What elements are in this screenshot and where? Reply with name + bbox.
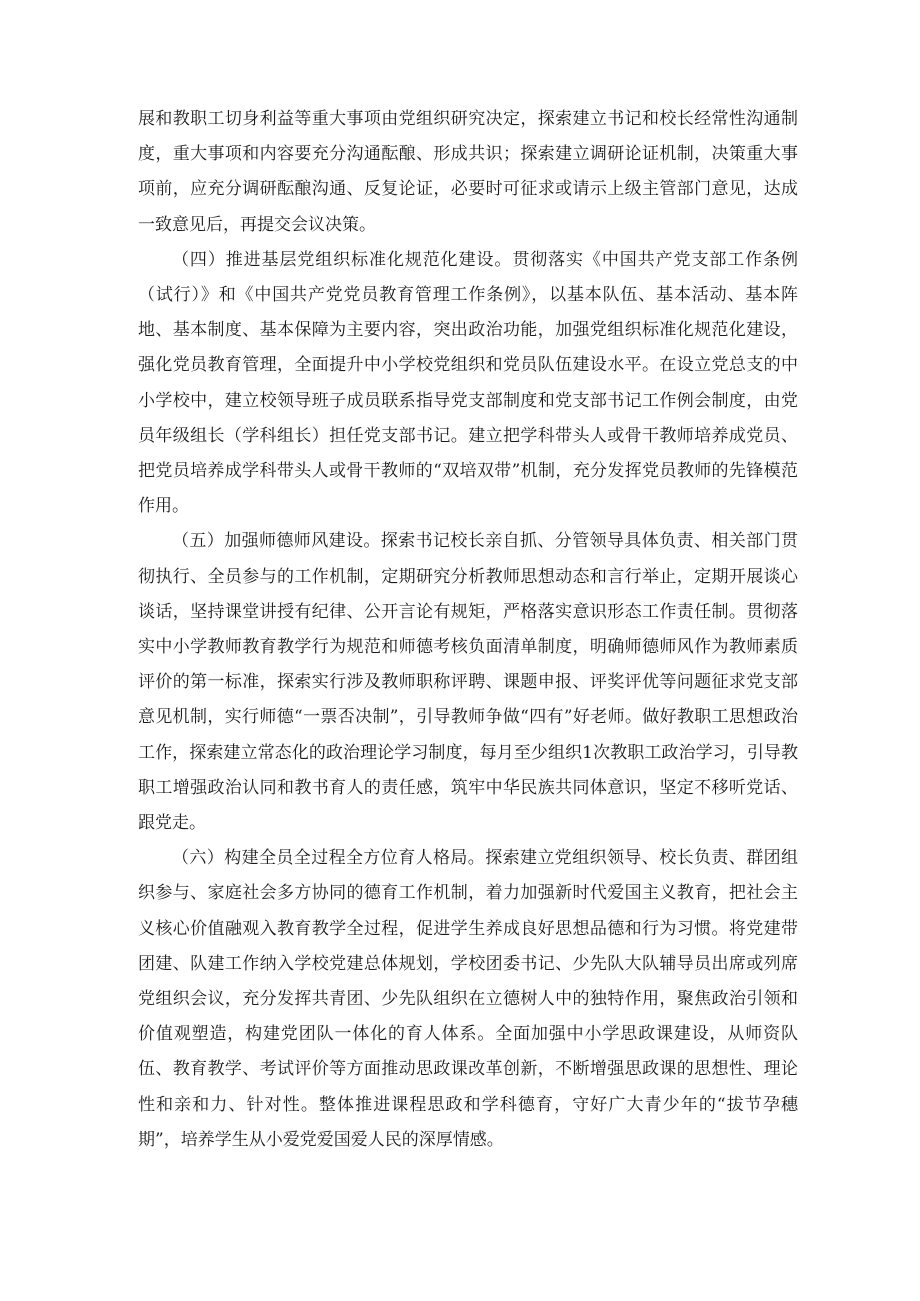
paragraph-section-6: （六）构建全员全过程全方位育人格局。探索建立党组织领导、校长负责、群团组织参与、家庭社会多方协同的德育工作机制，着力加强新时代爱国主义教育，把社会主义核心价值融观入教育教学全过程，促进学生养成良好思想品德和行为习惯。将党建带团建、队建工作纳入学校党建总体规划，学校团委书记、少先队大队辅导员出席或列席党组织会议，充分发挥共青团、少先队组织在立德树人中的独特作用，聚焦政治引领和价值观塑造，构建党团队一体化的育人体系。全面加强中小学思政课建设，从师资队伍、教育教学、考试评价等方面推动思政课改革创新，不断增强思政课的思想性、理论性和亲和力、针对性。整体推进课程思政和学科德育，守好广大青少年的“拔节孕穗期”，培养学生从小爱党爱国爱人民的深厚情感。 [138, 848, 798, 1150]
document-page [138, 102, 798, 1158]
paragraph-continuation: 展和教职工切身利益等重大事项由党组织研究决定，探索建立书记和校长经常性沟通制度，重大事项和内容要充分沟通酝酿、形成共识；探索建立调研论证机制，决策重大事项前，应充分调研酝酿沟通、反复论证，必要时可征求或请示上级主管部门意见，达成一致意见后，再提交会议决策。 [138, 109, 798, 235]
paragraph-section-4: （四）推进基层党组织标准化规范化建设。贯彻落实《中国共产党支部工作条例（试行）》和《中国共产党党员教育管理工作条例》，以基本队伍、基本活动、基本阵地、基本制度、基本保障为主要内容，突出政治功能，加强党组织标准化规范化建设，强化党员教育管理，全面提升中小学校党组织和党员队伍建设水平。在设立党总支的中小学校中，建立校领导班子成员联系指导党支部制度和党支部书记工作例会制度，由党员年级组长（学科组长）担任党支部书记。建立把学科带头人或骨干教师培养成党员、把党员培养成学科带头人或骨干教师的“双培双带”机制，充分发挥党员教师的先锋模范作用。 [138, 249, 798, 517]
paragraph-section-5: （五）加强师德师风建设。探索书记校长亲自抓、分管领导具体负责、相关部门贯彻执行、全员参与的工作机制，定期研究分析教师思想动态和言行举止，定期开展谈心谈话，坚持课堂讲授有纪律、公开言论有规矩，严格落实意识形态工作责任制。贯彻落实中小学教师教育教学行为规范和师德考核负面清单制度，明确师德师风作为教师素质评价的第一标准，探索实行涉及教师职称评聘、课题申报、评奖评优等问题征求党支部意见机制，实行师德“一票否决制”，引导教师争做“四有”好老师。做好教职工思想政治工作，探索建立常态化的政治理论学习制度，每月至少组织1次教职工政治学习，引导教职工增强政治认同和教书育人的责任感，筑牢中华民族共同体意识，坚定不移听党话、跟党走。 [138, 531, 798, 834]
